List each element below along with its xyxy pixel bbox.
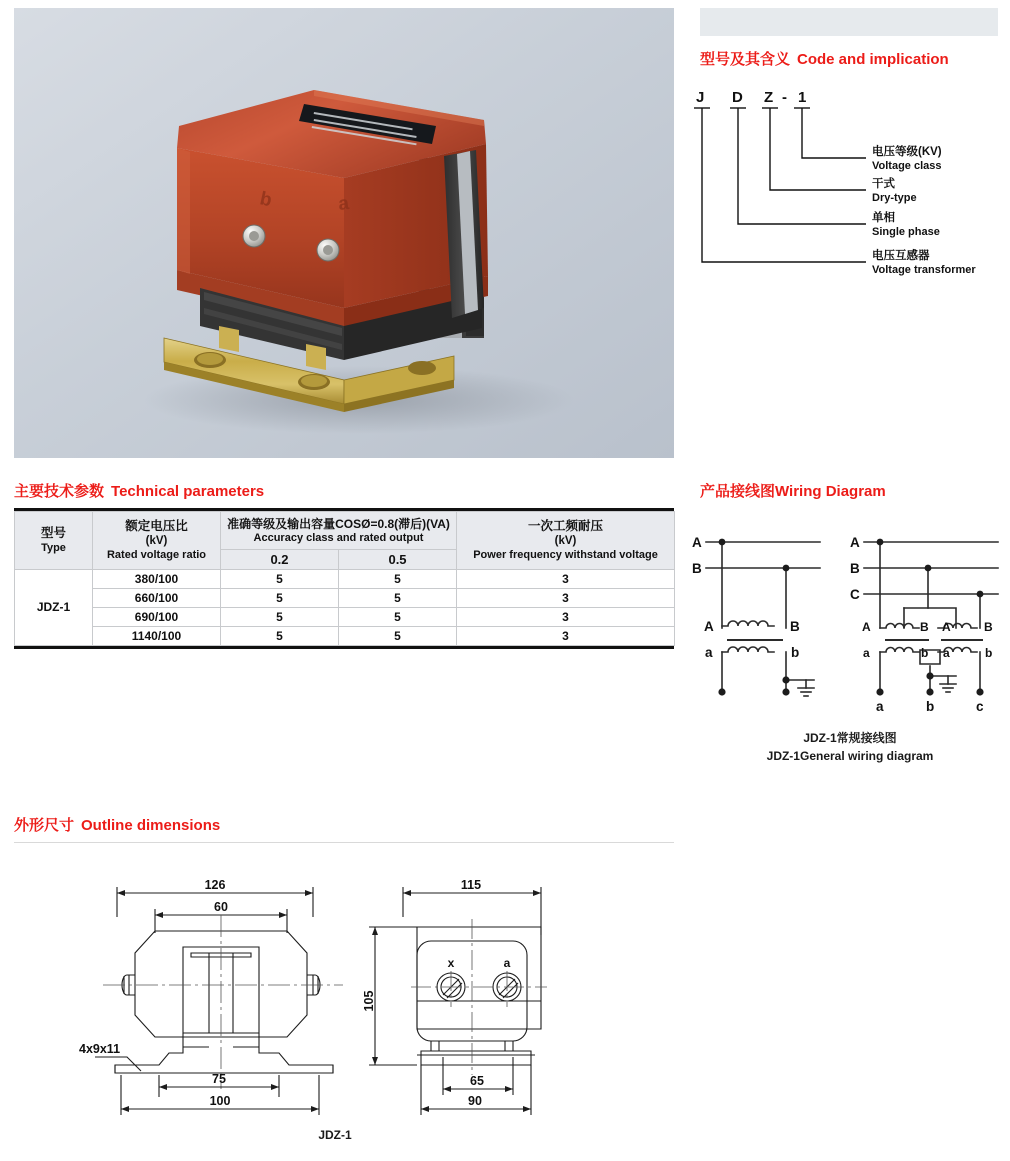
code-letter-d: D [732, 89, 743, 106]
code-breakdown-lines [690, 80, 1010, 290]
tech-section-title-en: Technical parameters [111, 483, 265, 500]
left-primary-label-a: A [704, 619, 714, 634]
transformer-illustration [14, 8, 674, 458]
right-w2-secondary-a: a [943, 646, 950, 660]
legend-0-cn: 电压等级(KV) [872, 146, 942, 158]
legend-3-cn: 电压互感器 [872, 250, 930, 262]
left-primary-label-b: B [790, 619, 800, 634]
right-bus-label-b: B [850, 561, 860, 576]
left-bus-label-b: B [692, 561, 702, 576]
code-letter-j: J [696, 89, 705, 106]
legend-1-en: Dry-type [872, 192, 917, 204]
cell-acc-02: 5 [221, 588, 339, 607]
right-bus-label-c: C [850, 587, 860, 602]
header-accuracy-02: 0.2 [221, 549, 339, 569]
cell-acc-05: 5 [339, 588, 457, 607]
header-type [15, 512, 93, 570]
code-section-title-cn: 型号及其含义 [700, 51, 791, 68]
tech-parameters-table-wrap [14, 508, 674, 649]
side-dim-65: 65 [470, 1074, 484, 1088]
svg-text:a: a [337, 192, 351, 215]
front-view-drawing [75, 875, 375, 1135]
right-w2-primary-b: B [984, 620, 993, 634]
outline-front-view [75, 875, 375, 1135]
decorative-grey-block [700, 8, 998, 36]
right-w1-secondary-b: b [921, 646, 929, 660]
legend-1-cn: 干式 [872, 178, 895, 190]
cell-withstand: 3 [457, 626, 675, 645]
legend-0-en: Voltage class [872, 160, 942, 172]
legend-3-en: Voltage transformer [872, 264, 976, 276]
product-photo [14, 8, 674, 458]
svg-text:b: b [257, 188, 274, 212]
cell-withstand: 3 [457, 588, 675, 607]
wiring-schematic [690, 520, 1010, 735]
cell-ratio: 660/100 [93, 588, 221, 607]
table-row [15, 588, 675, 607]
cell-acc-02: 5 [221, 569, 339, 588]
legend-2-cn: 单相 [872, 212, 895, 224]
outline-section-title-en: Outline dimensions [81, 817, 221, 834]
code-section-heading [700, 48, 949, 69]
header-accuracy-05: 0.5 [339, 549, 457, 569]
header-ratio [93, 512, 221, 570]
cell-withstand: 3 [457, 607, 675, 626]
side-dim-115: 115 [460, 878, 482, 892]
cell-acc-05: 5 [339, 607, 457, 626]
side-terminal-x: x [447, 956, 455, 970]
left-secondary-label-b: b [791, 645, 800, 660]
front-hole-note: 4x9x11 [79, 1042, 121, 1056]
outline-section-title-cn: 外形尺寸 [14, 817, 75, 834]
cell-acc-02: 5 [221, 626, 339, 645]
cell-ratio: 690/100 [93, 607, 221, 626]
code-letter-z: Z [764, 89, 774, 106]
cell-withstand: 3 [457, 569, 675, 588]
right-w1-primary-a: A [862, 620, 871, 634]
header-withstand-cn: 一次工频耐压 [528, 518, 604, 533]
wiring-section-heading [700, 480, 886, 501]
code-implication-diagram [690, 80, 1010, 290]
header-accuracy-cn: 准确等级及输出容量COSØ=0.8(滞后)(VA) [227, 517, 450, 531]
side-view-drawing [355, 875, 645, 1135]
cell-acc-05: 5 [339, 626, 457, 645]
tech-parameters-table [14, 511, 675, 646]
code-letter-dash: - [782, 89, 787, 106]
legend-2-en: Single phase [872, 226, 940, 238]
outline-section-rule [14, 842, 674, 843]
right-terminal-a: a [876, 699, 884, 714]
header-ratio-en: Rated voltage ratio [106, 549, 207, 562]
side-terminal-a: a [503, 956, 511, 970]
left-bus-label-a: A [692, 535, 702, 550]
cell-type-jdz1: JDZ-1 [15, 569, 93, 645]
table-row [15, 569, 675, 588]
right-w1-primary-b: B [920, 620, 929, 634]
code-section-title-en: Code and implication [797, 51, 949, 68]
wiring-section-title-cn: 产品接线图 [700, 483, 776, 500]
right-w1-secondary-a: a [863, 646, 870, 660]
header-accuracy-en: Accuracy class and rated output [253, 532, 424, 544]
header-withstand [457, 512, 675, 570]
table-bottom-rule [14, 646, 674, 649]
header-type-en: Type [41, 541, 66, 554]
header-withstand-unit: (kV) [554, 535, 577, 548]
right-w2-secondary-b: b [985, 646, 993, 660]
front-dim-126: 126 [204, 878, 226, 892]
side-dim-105: 105 [362, 990, 376, 1012]
cell-acc-02: 5 [221, 607, 339, 626]
tech-section-title-cn: 主要技术参数 [14, 483, 105, 500]
right-w2-primary-a2: A [942, 620, 951, 634]
table-row [15, 607, 675, 626]
cell-acc-05: 5 [339, 569, 457, 588]
table-body [15, 569, 675, 645]
cell-ratio: 1140/100 [93, 626, 221, 645]
header-accuracy [221, 512, 457, 550]
header-ratio-cn: 额定电压比 [125, 518, 188, 533]
tech-section-heading [14, 480, 264, 501]
wiring-section-title-en: Wiring Diagram [775, 483, 886, 500]
front-dim-100: 100 [209, 1094, 231, 1108]
left-secondary-label-a: a [705, 645, 713, 660]
outline-caption: JDZ-1 [318, 1128, 352, 1142]
cell-ratio: 380/100 [93, 569, 221, 588]
wiring-caption-en: JDZ-1General wiring diagram [766, 749, 934, 763]
right-terminal-c: c [976, 699, 984, 714]
code-letter-1: 1 [798, 89, 807, 106]
table-row [15, 626, 675, 645]
wiring-caption-cn: JDZ-1常规接线图 [803, 731, 897, 745]
right-bus-label-a: A [850, 535, 860, 550]
outline-side-view [355, 875, 645, 1135]
outline-section-heading [14, 814, 220, 835]
right-terminal-b: b [926, 699, 935, 714]
front-dim-75: 75 [212, 1072, 226, 1086]
table-header-row-1 [15, 512, 675, 550]
header-type-cn: 型号 [40, 526, 66, 541]
header-ratio-unit: (kV) [145, 535, 168, 548]
side-dim-90: 90 [468, 1094, 482, 1108]
wiring-diagrams [690, 520, 1010, 735]
header-withstand-en: Power frequency withstand voltage [473, 549, 658, 562]
front-dim-60: 60 [214, 900, 228, 914]
